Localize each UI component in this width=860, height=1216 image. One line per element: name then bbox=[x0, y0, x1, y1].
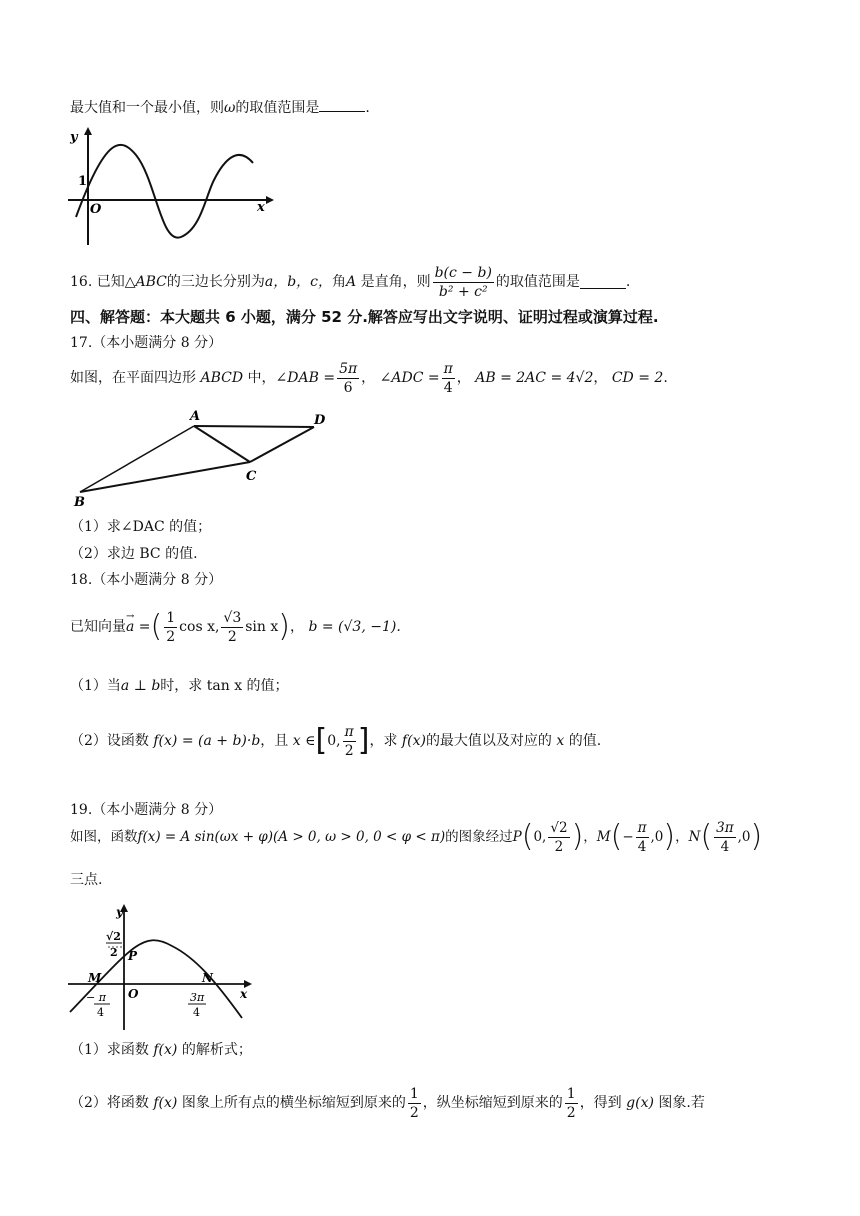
q17-quadrilateral-figure bbox=[70, 410, 340, 510]
q17-dab-fraction: $\frac{5\pi}{6}$ bbox=[339, 360, 358, 396]
q17-part1: （1）求∠DAC 的值； bbox=[70, 519, 212, 535]
q19-sqrt2-label: √2 bbox=[106, 930, 121, 943]
q16-triangle: △ABC bbox=[124, 274, 167, 290]
q18-part1: （1）当a ⊥ b时，求 tan x 的值； bbox=[70, 678, 289, 694]
q15-origin-label: O bbox=[90, 202, 102, 217]
q19-tail: 三点. bbox=[70, 872, 103, 888]
q17-header: 17.（本小题满分 8 分） bbox=[70, 335, 223, 351]
q17-statement: 如图，在平面四边形 ABCD 中， ∠DAB = $\frac{5\pi}{6}$ ， ∠ADC = $\frac{\pi}{4}$ ， AB = 2AC = 4√2 ， CD = 2 . bbox=[70, 360, 668, 396]
q16-line: 16. 已知 △ABC 的三边长分别为 a，b，c， 角 A 是直角，则 $\frac{b(c - b)}{\text{b² + c²}}$ 的取值范围是 . bbox=[70, 264, 631, 300]
q19-n-label: N bbox=[202, 971, 213, 985]
q15-x-label: x bbox=[257, 200, 265, 215]
section4-heading: 四、解答题：本大题共 6 小题，满分 52 分.解答应写出文字说明、证明过程或演算过程. bbox=[70, 308, 659, 326]
q19-p-label: P bbox=[128, 949, 138, 963]
q19-y-label: y bbox=[116, 905, 123, 919]
q19-header: 19.（本小题满分 8 分） bbox=[70, 802, 223, 818]
q15-y-label: y bbox=[70, 130, 78, 145]
q19-four2-label: 4 bbox=[193, 1006, 200, 1019]
q17-adc-fraction: $\frac{\pi}{4}$ bbox=[443, 360, 453, 396]
q17-label-d: D bbox=[314, 413, 326, 428]
q17-label-c: C bbox=[246, 469, 257, 484]
q15-text: 最大值和一个最小值，则 bbox=[70, 100, 224, 116]
q17-part2: （2）求边 BC 的值. bbox=[70, 546, 198, 562]
q18-part2: （2）设函数 f(x) = (a + b)·b ，且 x ∈ [ 0, $\frac{\pi}{2}$ ] ，求 f(x) 的最大值以及对应的 x 的值. bbox=[70, 723, 602, 759]
q16-number: 16. bbox=[70, 274, 93, 290]
q18-header: 18.（本小题满分 8 分） bbox=[70, 572, 223, 588]
q18-statement: 已知向量 → a = ( $\frac{1}{2}$ cos x, $\frac{√3}{2}$ sin x ) ， b = (√3, −1). bbox=[70, 604, 401, 650]
q16-fraction: $\frac{b(c - b)}{\text{b² + c²}}$ bbox=[434, 264, 492, 300]
q15-omega: ω bbox=[224, 100, 236, 116]
q17-label-a: A bbox=[190, 410, 201, 424]
q19-neg-pi-label: − π bbox=[86, 991, 106, 1004]
q19-x-label: x bbox=[240, 987, 248, 1001]
q15-one-label: 1 bbox=[78, 174, 88, 189]
q15-answer-blank[interactable] bbox=[319, 98, 365, 112]
q19-part2: （2）将函数 f(x) 图象上所有点的横坐标缩短到原来的 $\frac{1}{2}$ ，纵坐标缩短到原来的 $\frac{1}{2}$ ，得到 g(x) 图象.若 bbox=[70, 1085, 705, 1121]
q19-two-label: 2 bbox=[110, 946, 118, 959]
q19-statement: 如图，函数 f(x) = A sin(ωx + φ)(A > 0, ω > 0, 0 < φ < π) 的图象经过 P ( 0, $\frac{√2}{2}$ ) ， M ( − $\frac{\pi}{4}$ ,0 ) ， N ( $\frac{3\pi}{4}$ ,0 ) bbox=[70, 819, 763, 855]
q15-sine-graph bbox=[66, 125, 276, 250]
q19-four-label: 4 bbox=[97, 1006, 104, 1019]
q16-answer-blank[interactable] bbox=[580, 275, 626, 289]
q17-label-b: B bbox=[74, 495, 85, 510]
q15-tail-line: 最大值和一个最小值，则ω的取值范围是 . bbox=[70, 100, 370, 116]
q19-part1: （1）求函数 f(x) 的解析式； bbox=[70, 1042, 252, 1058]
q19-m-label: M bbox=[88, 971, 102, 985]
q19-function-graph bbox=[66, 900, 266, 1035]
q19-three-pi-label: 3π bbox=[190, 991, 205, 1004]
q15-text2: 的取值范围是 bbox=[235, 100, 320, 116]
q19-origin-label: O bbox=[128, 987, 139, 1001]
